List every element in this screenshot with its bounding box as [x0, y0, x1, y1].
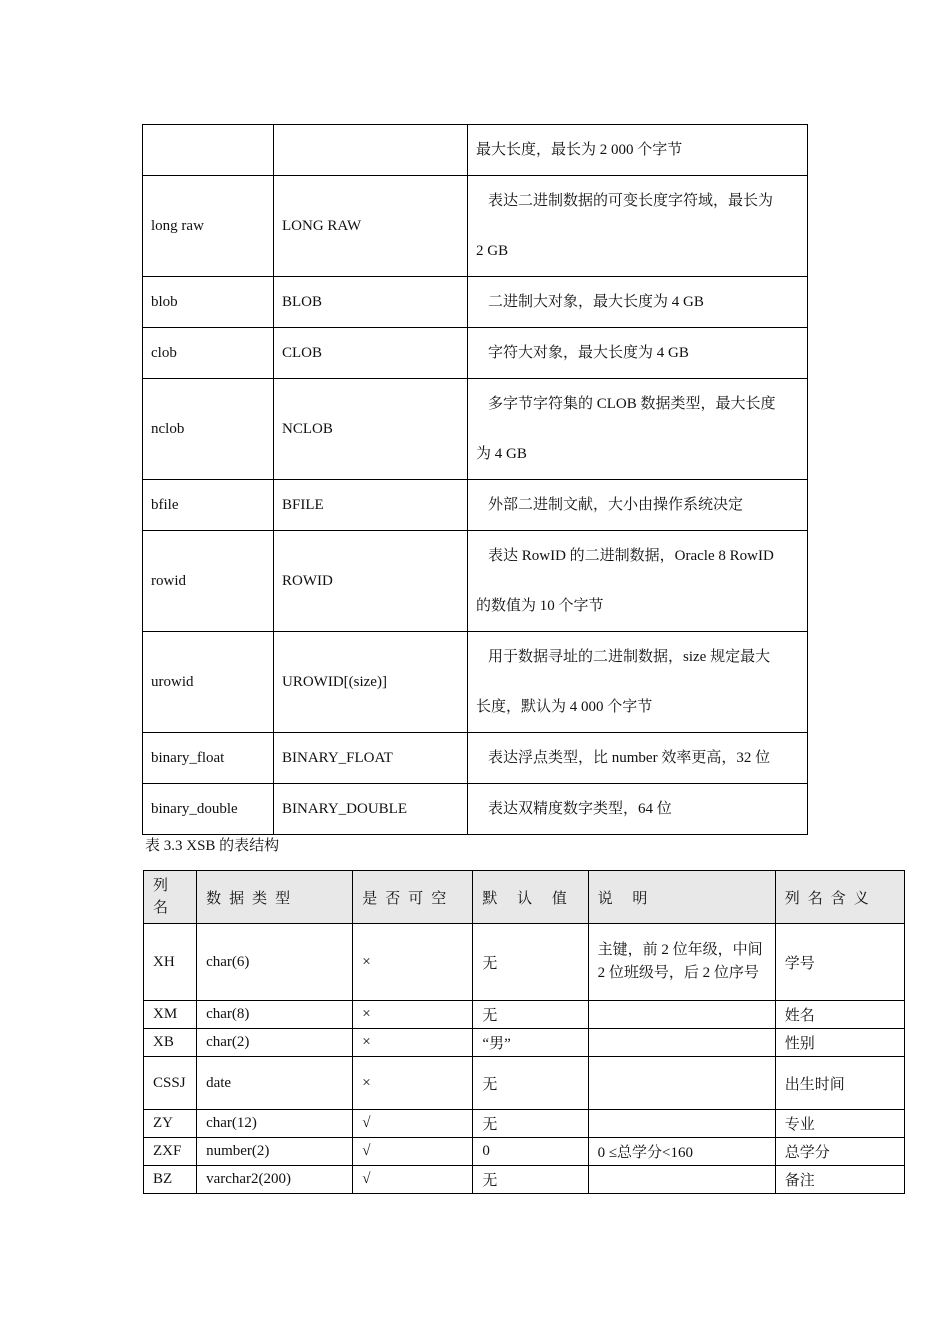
nullable-cell: ×: [353, 1001, 473, 1029]
header-data-type: 数据类型: [197, 871, 353, 924]
type-cell: binary_double: [143, 784, 274, 835]
table-row: [143, 125, 808, 176]
description-cell: [468, 632, 808, 733]
description-cell: [588, 1057, 775, 1110]
meaning-cell: 备注: [775, 1166, 904, 1194]
type-cell: long raw: [143, 176, 274, 277]
default-cell: 0: [473, 1138, 588, 1166]
data-type-cell: char(6): [197, 924, 353, 1001]
description-text-cont: 2 GB: [476, 243, 509, 259]
table-row: [144, 1029, 905, 1057]
table-row: [143, 632, 808, 733]
description-cell: [588, 1110, 775, 1138]
header-column-name: 列 名: [144, 871, 197, 924]
oracle-type-cell: BLOB: [274, 277, 468, 328]
oracle-type-cell: LONG RAW: [274, 176, 468, 277]
description-text: 表达二进制数据的可变长度字符域，最长为: [488, 193, 774, 209]
column-name-cell: XH: [144, 924, 197, 1001]
table-row: [143, 480, 808, 531]
table-row: [144, 1166, 905, 1194]
oracle-type-cell: ROWID: [274, 531, 468, 632]
default-cell: “男”: [473, 1029, 588, 1057]
column-name-cell: ZXF: [144, 1138, 197, 1166]
meaning-cell: 总学分: [775, 1138, 904, 1166]
table-row: [144, 924, 905, 1001]
description-text-cont: 的数值为 10 个字节: [476, 598, 604, 614]
oracle-type-cell: NCLOB: [274, 379, 468, 480]
type-cell: blob: [143, 277, 274, 328]
default-cell: 无: [473, 1110, 588, 1138]
type-cell: rowid: [143, 531, 274, 632]
default-cell: 无: [473, 1166, 588, 1194]
table-row: [143, 379, 808, 480]
type-cell: bfile: [143, 480, 274, 531]
data-type-cell: number(2): [197, 1138, 353, 1166]
description-text: 表达浮点类型，比 number 效率更高，32 位: [488, 750, 771, 766]
header-nullable: 是否可空: [353, 871, 473, 924]
meaning-cell: 出生时间: [775, 1057, 904, 1110]
description-cell: [468, 784, 808, 835]
data-type-cell: char(8): [197, 1001, 353, 1029]
meaning-cell: 性别: [775, 1029, 904, 1057]
type-cell: nclob: [143, 379, 274, 480]
oracle-type-cell: CLOB: [274, 328, 468, 379]
type-cell: clob: [143, 328, 274, 379]
description-cell: [468, 176, 808, 277]
description-text: 二进制大对象，最大长度为 4 GB: [488, 294, 704, 310]
description-cell: 0 ≤总学分<160: [588, 1138, 775, 1166]
description-text: 外部二进制文献，大小由操作系统决定: [488, 497, 744, 513]
description-text: 最大长度，最长为 2 000 个字节: [476, 142, 683, 158]
header-description: 说 明: [588, 871, 775, 924]
description-cell: [468, 277, 808, 328]
column-name-cell: ZY: [144, 1110, 197, 1138]
column-name-cell: XB: [144, 1029, 197, 1057]
description-cell: [588, 1029, 775, 1057]
nullable-cell: √: [353, 1110, 473, 1138]
table-row: [143, 784, 808, 835]
table-row: [143, 277, 808, 328]
table-row: [144, 1057, 905, 1110]
description-text: 表达双精度数字类型，64 位: [488, 801, 672, 817]
description-cell: [468, 379, 808, 480]
description-text-cont: 长度，默认为 4 000 个字节: [476, 699, 653, 715]
oracle-type-cell: BFILE: [274, 480, 468, 531]
header-default: 默 认 值: [473, 871, 588, 924]
oracle-type-cell: [274, 125, 468, 176]
header-meaning: 列名含义: [775, 871, 904, 924]
column-name-cell: BZ: [144, 1166, 197, 1194]
description-cell: 主键，前 2 位年级，中间 2 位班级号，后 2 位序号: [588, 924, 775, 1001]
description-text: 字符大对象，最大长度为 4 GB: [488, 345, 689, 361]
table-row: [143, 733, 808, 784]
nullable-cell: √: [353, 1166, 473, 1194]
default-cell: 无: [473, 1001, 588, 1029]
meaning-cell: 学号: [775, 924, 904, 1001]
oracle-type-cell: BINARY_DOUBLE: [274, 784, 468, 835]
oracle-type-cell: UROWID[(size)]: [274, 632, 468, 733]
description-text: 多字节字符集的 CLOB 数据类型，最大长度: [488, 396, 776, 412]
table-row: [144, 1138, 905, 1166]
header-row: [144, 871, 905, 924]
nullable-cell: ×: [353, 924, 473, 1001]
description-text: 表达 RowID 的二进制数据，Oracle 8 RowID: [488, 548, 774, 564]
type-cell: binary_float: [143, 733, 274, 784]
table-row: [144, 1001, 905, 1029]
meaning-cell: 姓名: [775, 1001, 904, 1029]
description-cell: [588, 1001, 775, 1029]
description-cell: [468, 531, 808, 632]
description-cell: [468, 480, 808, 531]
data-type-cell: varchar2(200): [197, 1166, 353, 1194]
table-row: [143, 531, 808, 632]
table-row: [143, 328, 808, 379]
description-text: 用于数据寻址的二进制数据，size 规定最大: [488, 649, 771, 665]
data-type-cell: char(2): [197, 1029, 353, 1057]
data-type-cell: char(12): [197, 1110, 353, 1138]
nullable-cell: ×: [353, 1057, 473, 1110]
nullable-cell: ×: [353, 1029, 473, 1057]
column-name-cell: XM: [144, 1001, 197, 1029]
column-name-cell: CSSJ: [144, 1057, 197, 1110]
data-types-table: [142, 124, 808, 835]
default-cell: 无: [473, 924, 588, 1001]
table-row: [144, 1110, 905, 1138]
nullable-cell: √: [353, 1138, 473, 1166]
description-cell: [468, 125, 808, 176]
type-cell: [143, 125, 274, 176]
description-cell: [588, 1166, 775, 1194]
xsb-structure-table: [143, 870, 905, 1194]
description-cell: [468, 733, 808, 784]
type-cell: urowid: [143, 632, 274, 733]
table-row: [143, 176, 808, 277]
description-cell: [468, 328, 808, 379]
table-caption: 表 3.3 XSB 的表结构: [145, 838, 280, 854]
oracle-type-cell: BINARY_FLOAT: [274, 733, 468, 784]
description-text-cont: 为 4 GB: [476, 446, 527, 462]
meaning-cell: 专业: [775, 1110, 904, 1138]
data-type-cell: date: [197, 1057, 353, 1110]
default-cell: 无: [473, 1057, 588, 1110]
